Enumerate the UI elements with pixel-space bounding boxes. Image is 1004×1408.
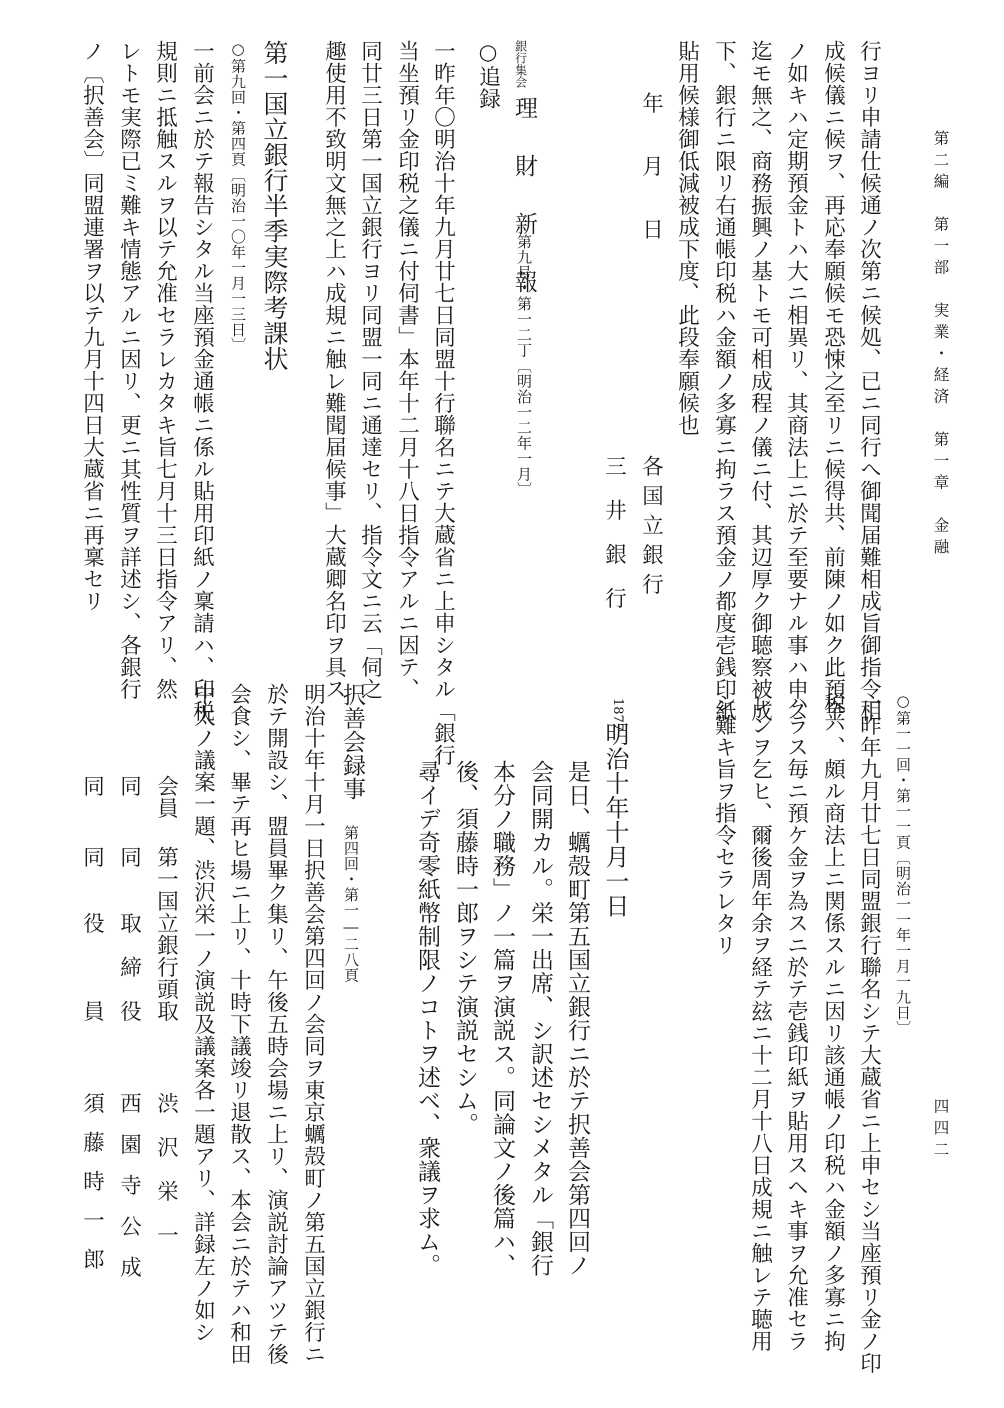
tsuiroku-line: 当坐預リ金印税之儀ニ付伺書」本年十二月十八日指令アルニ因テ、 [394,40,420,700]
date-heading: 明治十年十月一日 [601,722,629,918]
record-line: 是日、蠣殻町第五国立銀行ニ於テ択善会第四回ノ [564,760,590,1277]
record-line: 本分ノ職務」ノ一篇ヲ演説ス。同論文ノ後篇ハ、 [489,760,515,1277]
record-line: 後、須藤時一郎ヲシテ演説セシム。 [452,760,478,1136]
record2-line: 明治十年十月一日択善会第四回ノ会同ヲ東京蠣殻町ノ第五国立銀行ニ [300,683,326,1365]
source-journal-prefix: 銀行集会 [513,40,528,88]
attendee-name: 渋 沢 栄 一 [153,1092,179,1246]
text-line: 貼用候様御低減被成下度、此段奉願候也 [674,40,700,436]
signer-kakkoku: 各国立銀行 [638,455,664,603]
text-line: 下、銀行ニ限リ右通帳印税ハ金額ノ多寡ニ拘ラス預金ノ都度壱銭印紙 [711,40,737,722]
section-line: 規則ニ抵触スルヲ以テ允准セラレカタキ旨七月十三日指令アリ、然 [152,40,178,700]
date-label: 年 月 日 [638,92,664,250]
section-ref: ○第九回・第四頁〔明治一〇年一月一三日〕 [229,40,247,353]
record-line: 尋イデ奇零紙幣制限ノコトヲ述ベ、衆議ヲ求ム。 [414,760,440,1277]
ref-11-line: 税ハ、頗ル商法上ニ関係スルニ因リ該通帳ノ印税ハ金額ノ多寡ニ拘 [820,692,846,1352]
text-line: ノ如キハ定期預金トハ大ニ相異リ、其商法上ニ於テ至要ナル事ハ申ス [783,40,809,722]
attendee-role: 同 [79,775,105,797]
attendee-name: 須 藤 時 一 郎 [79,1092,105,1268]
attendee-org: 第一国立銀行頭取 [153,846,179,1022]
record2-line: 会食シ、畢テ再ヒ場ニ上リ、十時下議竣リ退散ス、本会ニ於テハ和田 [226,683,252,1365]
page-number: 四四二 [931,1098,950,1163]
ref-11: ○第一一回・第一一頁〔明治一一年一月一九日〕 [894,692,912,1036]
section-title: 第一国立銀行半季実際考課状 [260,40,289,372]
section-line: 一前会ニ於テ報告シタル当座預金通帳ニ係ル貼用印紙ノ稟請ハ、印税 [189,40,215,722]
tsuiroku-line: 趣使用不致明文無之上ハ成規ニ触レ難聞届候事」大蔵卿名印ヲ具ス [321,40,347,700]
attendee-role: 同 [116,775,142,797]
signer-mitsui: 三 井 銀 行 [601,455,627,609]
ref-11-line: シ難キ旨ヲ指令セラレタリ [711,692,737,956]
text-line: 迄モ無之、商務振興ノ基トモ可相成程ノ儀ニ付、其辺厚ク御聴察被成 [747,40,773,722]
ref-11-line: レンヲ乞ヒ、爾後周年余ヲ経テ玆ニ十二月十八日成規ニ触レテ聴用 [747,692,773,1352]
source-journal-title: 理 財 新 報 [511,96,537,299]
attendee-org: 同 取 締 役 [116,846,142,1022]
ref-11-line: ハラス毎ニ預ケ金ヲ為スニ於テ壱銭印紙ヲ貼用スヘキ事ヲ允准セラ [783,692,809,1352]
source-ref-2: 第四回・第一―二八頁 [342,825,360,983]
source-journal-ref: 第九号・第一二丁〔明治一二年一月〕 [515,234,533,498]
source-title-2: 択善会録事 [339,683,365,801]
tsuiroku-line: 同廿三日第一国立銀行ヨリ同盟一同ニ通達セリ、指令文ニ云「伺之 [357,40,383,700]
attendee-name: 西 園 寺 公 成 [116,1092,142,1277]
text-line: 行ヨリ申請仕候通ノ次第ニ候処、已ニ同行へ御聞届難相成旨御指令相 [856,40,882,722]
attendee-org: 同 役 員 [79,846,105,1022]
running-head: 第二編 第一部 実業・経済 第一章 金融 [931,130,950,560]
tsuiroku-line: 一昨年〇明治十年九月廿七日同盟十行聯名ニテ大蔵省ニ上申シタル「銀行 [430,40,456,766]
tsuiroku-heading: ○追録 [475,40,501,110]
section-line: ノ〔択善会〕同盟連署ヲ以テ九月十四日大蔵省ニ再稟セリ [79,40,105,612]
ref-11-line: 一昨年九月廿七日同盟銀行聯名シテ大蔵省ニ上申セシ当座預リ金ノ印 [856,692,882,1374]
section-line: レトモ実際已ミ難キ情態アルニ因リ、更ニ其性質ヲ詳述シ、各銀行 [116,40,142,700]
record2-line: 中太ノ議案一題、渋沢栄一ノ演説及議案各一題アリ、詳録左ノ如シ [190,683,216,1343]
record2-line: 於テ開設シ、盟員畢ク集リ、午後五時会場ニ上リ、演説討論アツテ後 [263,683,289,1365]
text-line: 成候儀ニ候ヲ、再応奉願候モ恐悚之至リニ候得共、前陳ノ如ク此預金 [820,40,846,722]
year-note: 1877 [610,698,625,732]
attendee-role: 会員 [153,775,179,819]
record-line: 会同開カル。栄一出席、シ訳述セシメタル「銀行 [527,760,553,1277]
